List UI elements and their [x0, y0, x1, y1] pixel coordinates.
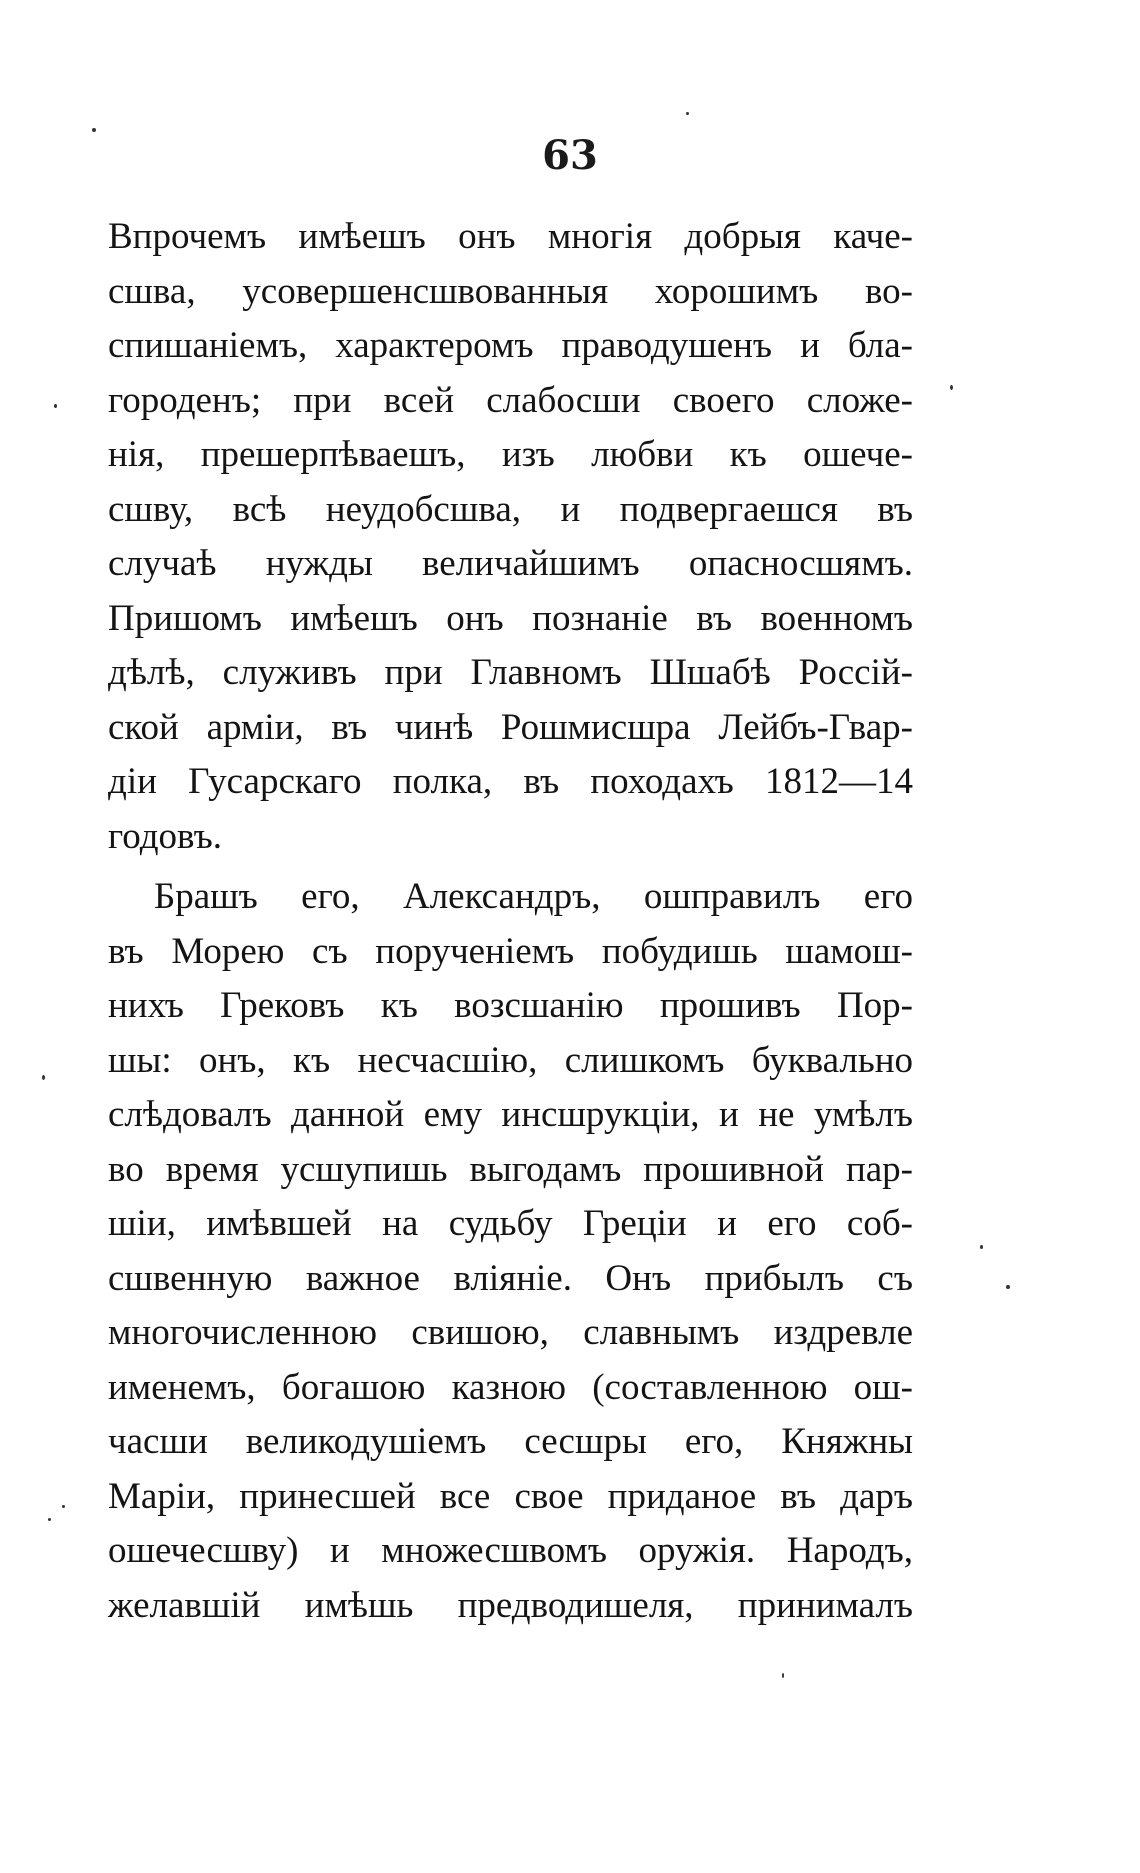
- text-line: часши великодушіемъ сесшры его, Княжны: [108, 1421, 913, 1462]
- scan-speck: [62, 1505, 65, 1508]
- text-line: въ Морею съ порученіемъ побудишь шамош-: [108, 930, 913, 972]
- text-line: ошечесшву) и множесшвомъ оружія. Народъ,: [108, 1530, 913, 1571]
- text-line: Пришомъ имѣешъ онъ познаніе въ военномъ: [108, 597, 913, 639]
- text-line: шы: онъ, къ несчасшію, слишкомъ буквально: [108, 1039, 913, 1081]
- text-line: многочисленною свишою, славнымъ издревле: [108, 1312, 913, 1353]
- scan-speck: [950, 385, 953, 390]
- scan-speck: [54, 404, 57, 408]
- scan-speck: [48, 1518, 51, 1521]
- scan-speck: [42, 1075, 45, 1080]
- body-text: [108, 210, 913, 1633]
- scan-speck: [782, 1673, 784, 1678]
- scan-speck: [686, 112, 689, 115]
- text-line: дѣлѣ, служивъ при Главномъ Шшабѣ Россій-: [108, 652, 913, 693]
- text-line: діи Гусарскаго полка, въ походахъ 1812—14: [108, 761, 913, 802]
- text-line: сшву, всѣ неудобсшва, и подвергаешся въ: [108, 488, 913, 530]
- text-line: нихъ Грековъ къ возсшанію прошивъ Пор-: [108, 985, 913, 1026]
- text-line: годовъ.: [108, 815, 222, 857]
- scan-speck: [92, 128, 96, 132]
- scan-speck: [980, 1245, 983, 1249]
- text-line: городенъ; при всей слабосши своего сложе-: [108, 379, 913, 421]
- text-line: сшвенную важное вліяніе. Онъ прибылъ съ: [108, 1257, 913, 1299]
- paragraph-1: [108, 210, 913, 864]
- text-line: во время усшупишь выгодамъ прошивной пар-: [108, 1148, 913, 1190]
- text-line: шіи, имѣвшей на судьбу Греціи и его соб-: [108, 1203, 913, 1244]
- page-number: 63: [542, 132, 598, 179]
- text-line: Впрочемъ имѣешъ онъ многія добрыя каче-: [108, 216, 913, 257]
- text-line: спишаніемъ, характеромъ праводушенъ и бла-: [108, 325, 913, 366]
- text-line: Маріи, принесшей все свое приданое въ даръ: [108, 1475, 913, 1517]
- text-line: слѣдовалъ данной ему инсшрукціи, и не умѣлъ: [108, 1094, 913, 1135]
- paragraph-2: [108, 870, 913, 1633]
- text-line: нія, прешерпѣваешъ, изъ любви къ ошече-: [108, 434, 913, 475]
- text-line: именемъ, богашою казною (составленною ош-: [108, 1366, 913, 1408]
- text-line: сшва, усовершенсшвованныя хорошимъ во-: [108, 270, 913, 312]
- scan-speck: [1006, 1285, 1010, 1289]
- text-line: Брашъ его, Александръ, ошправилъ его: [154, 876, 913, 917]
- text-line: желавшій имѣшь предводишеля, принималъ: [108, 1584, 913, 1626]
- text-line: случаѣ нужды величайшимъ опасносшямъ.: [108, 543, 913, 584]
- text-line: ской арміи, въ чинѣ Рошмисшра Лейбъ-Гвар-: [108, 706, 913, 748]
